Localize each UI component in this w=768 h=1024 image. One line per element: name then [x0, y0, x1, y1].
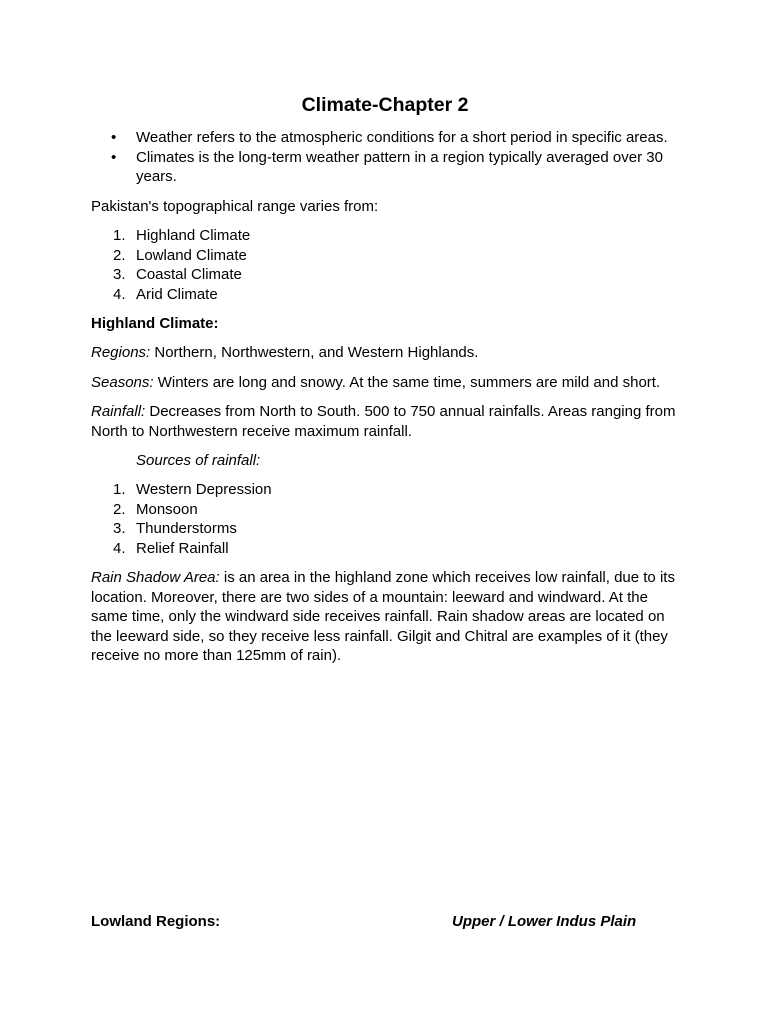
list-item-label: Monsoon	[136, 500, 198, 518]
list-item-label: Western Depression	[136, 481, 272, 498]
list-item-label: Lowland Climate	[136, 246, 247, 264]
lowland-heading: Lowland Regions:	[91, 913, 221, 930]
rainfall-paragraph	[91, 402, 681, 441]
regions-text: Northern, Northwestern, and Western Highlands.	[150, 344, 479, 361]
rain-shadow-label: Rain Shadow Area:	[91, 569, 220, 586]
rainfall-sources-list	[91, 480, 681, 558]
list-item	[91, 480, 681, 500]
list-number: 1.	[113, 481, 126, 498]
list-item-label: Relief Rainfall	[136, 539, 229, 557]
list-item	[91, 539, 681, 559]
highland-heading: Highland Climate:	[91, 315, 219, 332]
list-number: 1.	[113, 227, 126, 244]
bullet-icon: •	[111, 148, 117, 166]
rainfall-text: Decreases from North to South. 500 to 750 annual rainfalls. Areas ranging from North to Northwestern receive maximum rainfall.	[91, 403, 676, 440]
bullet-text: Climates is the long-term weather pattern in a region typically averaged over 30 years.	[136, 148, 663, 185]
list-item-label: Highland Climate	[136, 227, 251, 244]
list-number: 4.	[113, 539, 126, 557]
rainfall-label: Rainfall:	[91, 403, 146, 420]
list-item	[91, 246, 681, 266]
sources-heading: Sources of rainfall:	[136, 452, 261, 469]
list-item	[91, 128, 681, 148]
list-number: 3.	[113, 520, 126, 537]
lowland-plain: Upper / Lower Indus Plain	[452, 913, 637, 930]
list-item-label: Thunderstorms	[136, 520, 237, 537]
rain-shadow-text: is an area in the highland zone which receives low rainfall, due to its location. Moreover, there are two sides of a mountain: leeward and windward. At the same time, only the windward side receives rainfall. Rain shadow areas are located on the leeward side, so they receive less rainfall. Gilgit and Chitral are examples of it (they receive no more than 125mm of rain).	[91, 569, 675, 664]
seasons-paragraph	[91, 373, 681, 393]
bullet-icon: •	[111, 129, 117, 146]
list-item-label: Arid Climate	[136, 285, 218, 303]
list-number: 2.	[113, 500, 126, 518]
bullet-text: Weather refers to the atmospheric conditions for a short period in specific areas.	[136, 129, 668, 146]
list-number: 3.	[113, 266, 126, 283]
page-title: Climate-Chapter 2	[301, 94, 469, 116]
intro-paragraph: Pakistan's topographical range varies from:	[91, 198, 379, 215]
list-item	[91, 285, 681, 305]
climate-types-list	[91, 226, 681, 304]
list-item	[91, 265, 681, 285]
list-item	[91, 148, 681, 187]
seasons-text: Winters are long and snowy. At the same time, summers are mild and short.	[153, 374, 661, 391]
seasons-label: Seasons:	[91, 374, 154, 391]
list-item	[91, 500, 681, 520]
list-item-label: Coastal Climate	[136, 266, 242, 283]
list-item	[91, 226, 681, 246]
definition-bullets	[91, 128, 681, 187]
rain-shadow-paragraph	[91, 568, 681, 666]
regions-paragraph	[91, 343, 681, 363]
regions-label: Regions:	[91, 344, 151, 361]
list-number: 4.	[113, 285, 126, 303]
list-item	[91, 519, 681, 539]
list-number: 2.	[113, 246, 126, 264]
